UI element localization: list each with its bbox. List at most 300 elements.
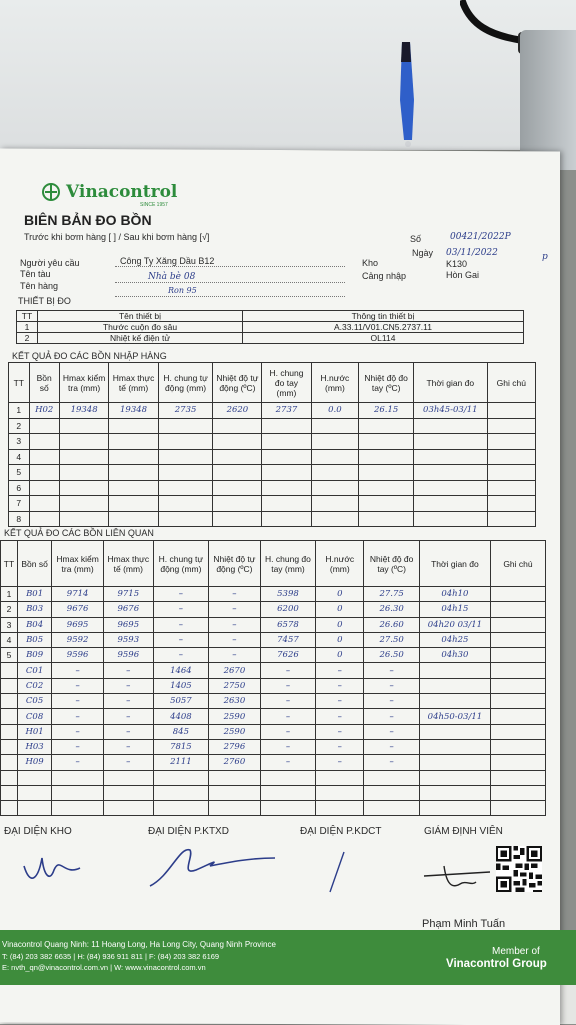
table-row bbox=[1, 648, 546, 663]
table-row bbox=[1, 617, 546, 632]
import_tanks-cell bbox=[487, 511, 535, 527]
device-1-tt: 1 bbox=[17, 322, 38, 333]
import_tanks-header-4: H. chung tự động (mm) bbox=[158, 363, 213, 403]
related_tanks-header-0: TT bbox=[1, 541, 18, 587]
qr-code-icon bbox=[496, 846, 542, 892]
related_tanks-cell: H09 bbox=[17, 755, 51, 770]
related_tanks-cell bbox=[260, 801, 315, 816]
related_tanks-cell bbox=[419, 739, 490, 754]
related_tanks-cell bbox=[490, 694, 545, 709]
related_tanks-cell: 26.50 bbox=[364, 648, 420, 663]
footer-address: Vinacontrol Quang Ninh: 11 Hoang Long, Ha Long City, Quang Ninh Province bbox=[2, 940, 276, 949]
related_tanks-header-6: H. chung đo tay (mm) bbox=[260, 541, 315, 587]
related-tanks-table bbox=[0, 540, 546, 816]
import_tanks-cell bbox=[487, 449, 535, 465]
import-section-title: KẾT QUẢ ĐO CÁC BỒN NHẬP HÀNG bbox=[12, 351, 167, 361]
related_tanks-cell: – bbox=[260, 678, 315, 693]
related_tanks-cell: 27.50 bbox=[364, 632, 420, 647]
related_tanks-cell: – bbox=[153, 602, 208, 617]
related_tanks-cell: 6200 bbox=[260, 602, 315, 617]
import_tanks-cell: 26.15 bbox=[359, 403, 414, 419]
related_tanks-cell: 0 bbox=[316, 602, 364, 617]
related_tanks-cell: 1464 bbox=[153, 663, 208, 678]
import_tanks-cell bbox=[487, 418, 535, 434]
import_tanks-cell bbox=[158, 434, 213, 450]
related_tanks-cell bbox=[490, 709, 545, 724]
related_tanks-cell: – bbox=[103, 663, 153, 678]
device-edge bbox=[520, 30, 576, 170]
import_tanks-cell bbox=[311, 496, 359, 512]
import_tanks-cell bbox=[487, 434, 535, 450]
related_tanks-header-8: Nhiệt độ đo tay (ºC) bbox=[364, 541, 420, 587]
import_tanks-cell bbox=[109, 496, 158, 512]
goods-label: Tên hàng bbox=[20, 281, 59, 291]
import_tanks-cell bbox=[487, 465, 535, 481]
import_tanks-cell bbox=[29, 511, 59, 527]
import_tanks-cell bbox=[262, 480, 311, 496]
import_tanks-cell bbox=[414, 465, 488, 481]
related_tanks-cell: 9695 bbox=[52, 617, 104, 632]
import_tanks-cell bbox=[311, 511, 359, 527]
footer-group: Vinacontrol Group bbox=[446, 958, 547, 970]
related_tanks-cell bbox=[490, 724, 545, 739]
related_tanks-header-4: H. chung tự động (mm) bbox=[153, 541, 208, 587]
import_tanks-header-9: Thời gian đo bbox=[414, 363, 488, 403]
related_tanks-cell: 9695 bbox=[103, 617, 153, 632]
related_tanks-cell: – bbox=[209, 602, 261, 617]
related_tanks-cell: 2111 bbox=[153, 755, 208, 770]
import_tanks-cell bbox=[262, 418, 311, 434]
related_tanks-cell: 1 bbox=[1, 587, 18, 602]
kho-label: Kho bbox=[362, 258, 379, 268]
related_tanks-cell: – bbox=[260, 694, 315, 709]
related_tanks-cell: 0 bbox=[316, 587, 364, 602]
related_tanks-cell: 04h15 bbox=[419, 602, 490, 617]
port-value: Hòn Gai bbox=[446, 270, 480, 280]
import_tanks-cell bbox=[213, 449, 262, 465]
related_tanks-cell bbox=[490, 755, 545, 770]
import_tanks-cell bbox=[29, 465, 59, 481]
footer-email: E: nvth_qn@vinacontrol.com.vn | W: www.vinacontrol.com.vn bbox=[2, 963, 206, 972]
signature-inspector bbox=[420, 860, 500, 900]
related_tanks-cell: 2670 bbox=[209, 663, 261, 678]
table-row bbox=[1, 694, 546, 709]
import_tanks-cell bbox=[359, 418, 414, 434]
related_tanks-cell: 26.60 bbox=[364, 617, 420, 632]
so-value: 00421/2022P bbox=[450, 232, 511, 242]
device-2-name: Nhiệt kế điện tử bbox=[38, 333, 243, 344]
related_tanks-cell: 7815 bbox=[153, 739, 208, 754]
import_tanks-cell bbox=[109, 434, 158, 450]
import_tanks-cell bbox=[59, 434, 108, 450]
related_tanks-cell bbox=[17, 770, 51, 785]
related_tanks-cell: – bbox=[364, 663, 420, 678]
related_tanks-cell bbox=[209, 785, 261, 800]
related_tanks-cell: 3 bbox=[1, 617, 18, 632]
import_tanks-cell: 5 bbox=[9, 465, 30, 481]
import_tanks-cell bbox=[262, 496, 311, 512]
import_tanks-cell bbox=[414, 449, 488, 465]
import_tanks-cell bbox=[29, 449, 59, 465]
device-1-info: A.33.11/V01.CN5.2737.11 bbox=[243, 322, 524, 333]
related_tanks-cell: B03 bbox=[17, 602, 51, 617]
related_tanks-cell bbox=[419, 678, 490, 693]
ship-line bbox=[115, 282, 345, 283]
table-row bbox=[1, 755, 546, 770]
related_tanks-cell: 5057 bbox=[153, 694, 208, 709]
related_tanks-cell bbox=[260, 785, 315, 800]
table-row bbox=[1, 724, 546, 739]
related_tanks-cell bbox=[1, 785, 18, 800]
related_tanks-header-9: Thời gian đo bbox=[419, 541, 490, 587]
devices-header-info: Thông tin thiết bị bbox=[243, 311, 524, 322]
goods-value: Ron 95 bbox=[168, 286, 197, 295]
related_tanks-cell: B04 bbox=[17, 617, 51, 632]
related_tanks-cell: 2590 bbox=[209, 724, 261, 739]
related-section-title: KẾT QUẢ ĐO CÁC BỒN LIÊN QUAN bbox=[4, 528, 154, 538]
import_tanks-cell bbox=[59, 465, 108, 481]
table-row bbox=[1, 632, 546, 647]
related_tanks-cell: 9676 bbox=[52, 602, 104, 617]
import_tanks-header-1: Bồn số bbox=[29, 363, 59, 403]
import_tanks-cell bbox=[213, 511, 262, 527]
related_tanks-cell: B09 bbox=[17, 648, 51, 663]
related_tanks-cell: – bbox=[103, 755, 153, 770]
related_tanks-cell bbox=[419, 724, 490, 739]
related_tanks-header-1: Bồn số bbox=[17, 541, 51, 587]
import_tanks-cell bbox=[311, 418, 359, 434]
table-row bbox=[1, 801, 546, 816]
related_tanks-header-5: Nhiệt độ tự động (ºC) bbox=[209, 541, 261, 587]
table-row bbox=[1, 739, 546, 754]
import_tanks-cell bbox=[213, 465, 262, 481]
related_tanks-cell: 04h30 bbox=[419, 648, 490, 663]
port-label: Cảng nhập bbox=[362, 271, 407, 281]
import_tanks-cell bbox=[359, 434, 414, 450]
related_tanks-cell: – bbox=[209, 632, 261, 647]
table-row bbox=[1, 663, 546, 678]
import_tanks-cell bbox=[359, 480, 414, 496]
import_tanks-header-0: TT bbox=[9, 363, 30, 403]
related_tanks-cell bbox=[316, 801, 364, 816]
related_tanks-cell bbox=[1, 770, 18, 785]
related_tanks-cell bbox=[1, 755, 18, 770]
import_tanks-cell: 6 bbox=[9, 480, 30, 496]
import_tanks-header-7: H.nước (mm) bbox=[311, 363, 359, 403]
requester-line bbox=[115, 266, 345, 267]
related_tanks-cell: 0 bbox=[316, 648, 364, 663]
related_tanks-cell: – bbox=[260, 755, 315, 770]
related_tanks-cell: – bbox=[209, 648, 261, 663]
import_tanks-cell bbox=[158, 496, 213, 512]
import_tanks-cell bbox=[109, 418, 158, 434]
related_tanks-cell bbox=[490, 770, 545, 785]
import_tanks-cell bbox=[29, 496, 59, 512]
footer-member-label: Member of bbox=[492, 946, 540, 957]
import_tanks-cell: 4 bbox=[9, 449, 30, 465]
related_tanks-cell: 6578 bbox=[260, 617, 315, 632]
import_tanks-cell bbox=[359, 496, 414, 512]
related_tanks-cell: – bbox=[52, 694, 104, 709]
related_tanks-cell: – bbox=[316, 724, 364, 739]
related_tanks-cell: C08 bbox=[17, 709, 51, 724]
signature-kho bbox=[20, 846, 90, 886]
import_tanks-cell: 8 bbox=[9, 511, 30, 527]
related_tanks-cell: B05 bbox=[17, 632, 51, 647]
import_tanks-cell: 2620 bbox=[213, 403, 262, 419]
related_tanks-cell bbox=[103, 785, 153, 800]
import_tanks-cell bbox=[213, 418, 262, 434]
related_tanks-cell: – bbox=[316, 755, 364, 770]
related_tanks-cell bbox=[260, 770, 315, 785]
related_tanks-cell: – bbox=[316, 709, 364, 724]
related_tanks-cell bbox=[1, 739, 18, 754]
import_tanks-cell bbox=[213, 496, 262, 512]
related_tanks-cell: 9596 bbox=[103, 648, 153, 663]
import_tanks-cell bbox=[487, 496, 535, 512]
table-row bbox=[1, 770, 546, 785]
related_tanks-cell bbox=[52, 801, 104, 816]
related_tanks-cell bbox=[419, 663, 490, 678]
import_tanks-cell: 19348 bbox=[109, 403, 158, 419]
related_tanks-cell bbox=[490, 678, 545, 693]
import_tanks-cell bbox=[414, 418, 488, 434]
table-row bbox=[9, 403, 536, 419]
company-name: Vinacontrol bbox=[66, 182, 178, 202]
related_tanks-cell: – bbox=[209, 587, 261, 602]
import_tanks-cell bbox=[158, 511, 213, 527]
related_tanks-cell: 4408 bbox=[153, 709, 208, 724]
table-row bbox=[1, 678, 546, 693]
related_tanks-cell: – bbox=[103, 709, 153, 724]
import_tanks-cell bbox=[359, 449, 414, 465]
import_tanks-header-8: Nhiệt độ đo tay (ºC) bbox=[359, 363, 414, 403]
import_tanks-cell bbox=[59, 418, 108, 434]
page-title: BIÊN BẢN ĐO BỒN bbox=[24, 212, 152, 228]
devices-header-name: Tên thiết bị bbox=[38, 311, 243, 322]
device-2-info: OL114 bbox=[243, 333, 524, 344]
import_tanks-header-10: Ghi chú bbox=[487, 363, 535, 403]
related_tanks-cell bbox=[419, 755, 490, 770]
import_tanks-cell bbox=[414, 511, 488, 527]
related_tanks-cell bbox=[1, 801, 18, 816]
related_tanks-cell bbox=[103, 801, 153, 816]
related_tanks-cell: – bbox=[103, 724, 153, 739]
related_tanks-cell: 2796 bbox=[209, 739, 261, 754]
sig-kho-label: ĐẠI DIỆN KHO bbox=[4, 826, 72, 837]
related_tanks-cell bbox=[490, 663, 545, 678]
related_tanks-cell bbox=[490, 587, 545, 602]
related_tanks-cell: – bbox=[52, 739, 104, 754]
import_tanks-cell: 03h45-03/11 bbox=[414, 403, 488, 419]
related_tanks-cell: – bbox=[364, 724, 420, 739]
related_tanks-cell: C05 bbox=[17, 694, 51, 709]
company-logo bbox=[40, 182, 177, 202]
signature-kdct bbox=[322, 848, 352, 898]
related_tanks-cell: – bbox=[364, 709, 420, 724]
import_tanks-header-5: Nhiệt độ tự động (ºC) bbox=[213, 363, 262, 403]
related_tanks-cell bbox=[1, 709, 18, 724]
related_tanks-cell: – bbox=[52, 724, 104, 739]
table-row bbox=[9, 480, 536, 496]
import_tanks-cell bbox=[414, 496, 488, 512]
table-row bbox=[9, 465, 536, 481]
related_tanks-cell: 1405 bbox=[153, 678, 208, 693]
table-row bbox=[9, 434, 536, 450]
related_tanks-cell: 9596 bbox=[52, 648, 104, 663]
related_tanks-cell: – bbox=[52, 709, 104, 724]
import_tanks-cell bbox=[262, 449, 311, 465]
import_tanks-cell bbox=[109, 465, 158, 481]
pen-icon bbox=[388, 40, 428, 150]
requester-value: Công Ty Xăng Dầu B12 bbox=[120, 256, 215, 266]
device-2-tt: 2 bbox=[17, 333, 38, 344]
related_tanks-header-7: H.nước (mm) bbox=[316, 541, 364, 587]
device-1-name: Thước cuộn đo sâu bbox=[38, 322, 243, 333]
related_tanks-cell: – bbox=[153, 587, 208, 602]
import_tanks-cell bbox=[158, 418, 213, 434]
related_tanks-cell bbox=[419, 770, 490, 785]
import_tanks-cell bbox=[414, 480, 488, 496]
related_tanks-cell: 04h10 bbox=[419, 587, 490, 602]
requester-label: Người yêu cầu bbox=[20, 258, 80, 268]
related_tanks-cell: 5 bbox=[1, 648, 18, 663]
sig-inspector-label: GIÁM ĐỊNH VIÊN bbox=[424, 826, 503, 837]
import_tanks-cell bbox=[359, 511, 414, 527]
import_tanks-cell bbox=[158, 480, 213, 496]
import_tanks-cell bbox=[59, 449, 108, 465]
related_tanks-cell: – bbox=[209, 617, 261, 632]
related_tanks-cell: – bbox=[103, 694, 153, 709]
import_tanks-cell: 2735 bbox=[158, 403, 213, 419]
import_tanks-cell bbox=[262, 465, 311, 481]
related_tanks-cell: – bbox=[153, 632, 208, 647]
table-row bbox=[9, 496, 536, 512]
import_tanks-cell bbox=[29, 480, 59, 496]
footer-bar bbox=[0, 930, 576, 985]
related_tanks-cell: 26.30 bbox=[364, 602, 420, 617]
import_tanks-cell bbox=[262, 511, 311, 527]
related_tanks-cell bbox=[490, 617, 545, 632]
import_tanks-cell bbox=[414, 434, 488, 450]
related_tanks-cell bbox=[490, 739, 545, 754]
related_tanks-cell: 2760 bbox=[209, 755, 261, 770]
so-label: Số bbox=[410, 234, 422, 244]
related_tanks-cell: – bbox=[260, 709, 315, 724]
sig-ktxd-label: ĐẠI DIỆN P.KTXD bbox=[148, 826, 229, 837]
related_tanks-cell bbox=[490, 648, 545, 663]
related_tanks-cell bbox=[316, 770, 364, 785]
related_tanks-cell: B01 bbox=[17, 587, 51, 602]
import_tanks-cell bbox=[59, 511, 108, 527]
related_tanks-cell: 9593 bbox=[103, 632, 153, 647]
related_tanks-cell: C02 bbox=[17, 678, 51, 693]
related_tanks-cell: 04h20 03/11 bbox=[419, 617, 490, 632]
related_tanks-cell: H01 bbox=[17, 724, 51, 739]
related_tanks-cell: – bbox=[153, 648, 208, 663]
inspector-name: Phạm Minh Tuấn bbox=[422, 918, 506, 930]
import_tanks-cell bbox=[487, 403, 535, 419]
related_tanks-cell: – bbox=[103, 739, 153, 754]
import_tanks-cell: 7 bbox=[9, 496, 30, 512]
signature-ktxd bbox=[140, 836, 280, 896]
import_tanks-cell bbox=[158, 449, 213, 465]
import_tanks-cell bbox=[59, 496, 108, 512]
related_tanks-cell: 7457 bbox=[260, 632, 315, 647]
table-row bbox=[9, 449, 536, 465]
footer-phone: T: (84) 203 382 6635 | H: (84) 936 911 811 | F: (84) 203 382 6169 bbox=[2, 952, 220, 961]
import_tanks-cell: 2 bbox=[9, 418, 30, 434]
related_tanks-cell bbox=[153, 770, 208, 785]
import_tanks-cell bbox=[311, 465, 359, 481]
related_tanks-cell: 7626 bbox=[260, 648, 315, 663]
related_tanks-cell bbox=[1, 724, 18, 739]
import_tanks-cell bbox=[109, 511, 158, 527]
import_tanks-cell: 19348 bbox=[59, 403, 108, 419]
related_tanks-cell: 27.75 bbox=[364, 587, 420, 602]
related_tanks-cell: 2750 bbox=[209, 678, 261, 693]
table-row bbox=[1, 587, 546, 602]
table-row bbox=[9, 418, 536, 434]
related_tanks-cell: 845 bbox=[153, 724, 208, 739]
related_tanks-cell: 9592 bbox=[52, 632, 104, 647]
import_tanks-cell bbox=[311, 434, 359, 450]
goods-line bbox=[115, 296, 345, 297]
related_tanks-cell: 2 bbox=[1, 602, 18, 617]
related_tanks-cell: C01 bbox=[17, 663, 51, 678]
import_tanks-cell bbox=[29, 418, 59, 434]
import_tanks-cell bbox=[59, 480, 108, 496]
related_tanks-cell bbox=[17, 801, 51, 816]
import_tanks-cell: 3 bbox=[9, 434, 30, 450]
related_tanks-cell: 2590 bbox=[209, 709, 261, 724]
related_tanks-cell: – bbox=[153, 617, 208, 632]
related_tanks-cell bbox=[52, 785, 104, 800]
related_tanks-cell: 9714 bbox=[52, 587, 104, 602]
import_tanks-cell: H02 bbox=[29, 403, 59, 419]
related_tanks-cell: – bbox=[364, 694, 420, 709]
related_tanks-cell: – bbox=[260, 739, 315, 754]
ngay-value: 03/11/2022 bbox=[446, 248, 498, 258]
related_tanks-cell bbox=[1, 694, 18, 709]
related_tanks-cell: 0 bbox=[316, 617, 364, 632]
import_tanks-cell bbox=[29, 434, 59, 450]
devices-table bbox=[16, 310, 524, 344]
related_tanks-cell bbox=[490, 801, 545, 816]
table-row bbox=[1, 602, 546, 617]
related_tanks-cell: 04h25 bbox=[419, 632, 490, 647]
related_tanks-cell bbox=[1, 663, 18, 678]
import-tanks-table bbox=[8, 362, 536, 527]
table-row bbox=[1, 785, 546, 800]
related_tanks-cell: – bbox=[364, 755, 420, 770]
import_tanks-cell bbox=[262, 434, 311, 450]
related_tanks-header-3: Hmax thực tế (mm) bbox=[103, 541, 153, 587]
related_tanks-cell: 2630 bbox=[209, 694, 261, 709]
related_tanks-cell bbox=[316, 785, 364, 800]
related_tanks-cell bbox=[490, 632, 545, 647]
subtitle: Trước khi bơm hàng [ ] / Sau khi bơm hàng [√] bbox=[24, 232, 210, 242]
devices-header-tt: TT bbox=[17, 311, 38, 322]
import_tanks-header-6: H. chung đo tay (mm) bbox=[262, 363, 311, 403]
related_tanks-cell: – bbox=[52, 755, 104, 770]
import_tanks-cell bbox=[311, 480, 359, 496]
related_tanks-cell bbox=[103, 770, 153, 785]
table-row bbox=[9, 511, 536, 527]
ship-label: Tên tàu bbox=[20, 269, 51, 279]
related_tanks-cell: 4 bbox=[1, 632, 18, 647]
related_tanks-header-2: Hmax kiểm tra (mm) bbox=[52, 541, 104, 587]
